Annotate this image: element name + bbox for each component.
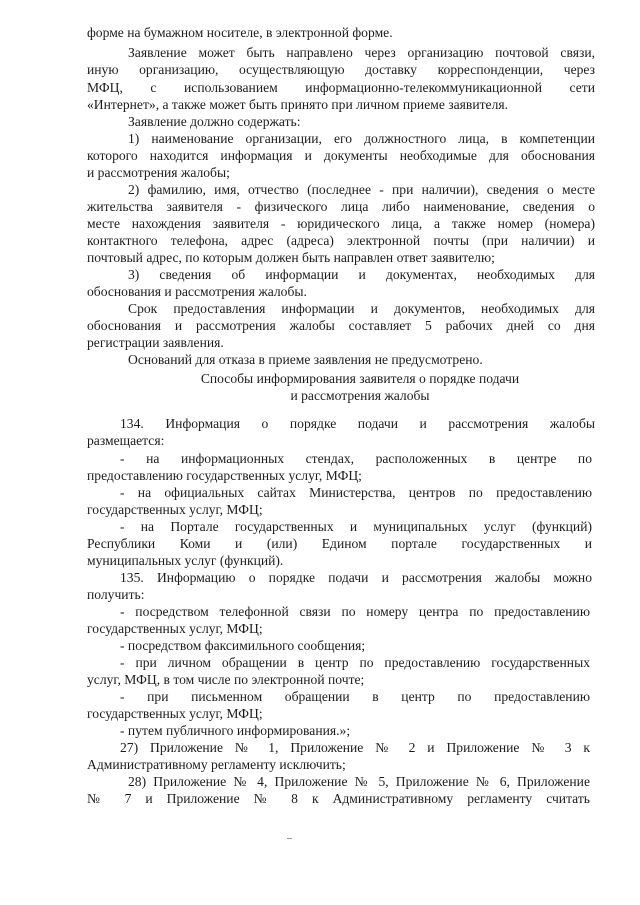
list-item: - на Портале государственных и муниципальных услуг (функций) — [120, 519, 592, 534]
text-line: которого находится информация и документы необходимые для обоснования — [87, 148, 595, 163]
text-line: регистрации заявления. — [87, 335, 224, 350]
list-item: - на информационных стендах, расположенных в центре по — [120, 451, 592, 466]
text-line: обоснования и рассмотрения жалобы. — [87, 284, 307, 299]
text-line: месте нахождения заявителя - юридического лица, а также номер (номера) — [87, 216, 595, 231]
text-line: 3) сведения об информации и документах, необходимых для — [128, 267, 595, 282]
text-line: Республики Коми и (или) Едином портале государственных и — [87, 536, 592, 551]
text-line: размещается: — [87, 433, 165, 448]
text-line: 28) Приложение № 4, Приложение № 5, Приложение № 6, Приложение — [128, 774, 590, 789]
text-line: жительства заявителя - физического лица либо наименование, сведения о — [87, 199, 595, 214]
text-line: получить: — [87, 587, 145, 602]
text-line: услуг, МФЦ, в том числе по электронной почте; — [87, 672, 365, 687]
text-line: МФЦ, с использованием информационно-телекоммуникационной сети — [87, 80, 595, 95]
text-line: Срок предоставления информации и документов, необходимых для — [128, 301, 595, 316]
text-line: 134. Информация о порядке подачи и рассмотрения жалобы — [120, 416, 595, 431]
text-line: муниципальных услуг (функций). — [87, 553, 284, 568]
text-line: 2) фамилию, имя, отчество (последнее - при наличии), сведения о месте — [128, 182, 595, 197]
list-item: - путем публичного информирования.»; — [120, 723, 351, 738]
text-line: 1) наименование организации, его должностного лица, в компетенции — [128, 131, 595, 146]
text-line: «Интернет», а также может быть принято при личном приеме заявителя. — [87, 97, 509, 112]
text-line: Заявление может быть направлено через организацию почтовой связи, — [128, 45, 595, 60]
section-heading: Способы информирования заявителя о порядке подачи — [200, 371, 520, 386]
section-heading: и рассмотрения жалобы — [290, 388, 430, 403]
text-line: государственных услуг, МФЦ; — [87, 621, 263, 636]
text-line: форме на бумажном носителе, в электронной форме. — [87, 25, 393, 40]
text-line: почтовый адрес, по которым должен быть направлен ответ заявителю; — [87, 250, 495, 265]
text-line: 135. Информацию о порядке подачи и рассмотрения жалобы можно — [120, 570, 592, 585]
list-item: - при письменном обращении в центр по предоставлению — [120, 689, 590, 704]
list-item: - на официальных сайтах Министерства, центров по предоставлению — [120, 485, 592, 500]
text-line: государственных услуг, МФЦ; — [87, 502, 263, 517]
list-item: - посредством факсимильного сообщения; — [120, 638, 366, 653]
text-line: иную организацию, осуществляющую доставку корреспонденции, через — [87, 62, 595, 77]
text-line: 27) Приложение № 1, Приложение № 2 и Приложение № 3 к — [120, 740, 590, 755]
text-line: государственных услуг, МФЦ; — [87, 706, 263, 721]
text-line: обоснования и рассмотрения жалобы составляет 5 рабочих дней со дня — [87, 318, 595, 333]
list-item: - посредством телефонной связи по номеру центра по предоставлению — [120, 604, 590, 619]
scan-speck — [287, 838, 292, 839]
text-line: № 7 и Приложение № 8 к Административному регламенту считать — [87, 791, 590, 806]
text-line: контактного телефона, адрес (адреса) электронной почты (при наличии) и — [87, 233, 595, 248]
text-line: предоставлению государственных услуг, МФЦ; — [87, 468, 362, 483]
text-line: и рассмотрения жалобы; — [87, 165, 230, 180]
list-item: - при личном обращении в центр по предоставлению государственных — [120, 655, 590, 670]
text-line: Заявление должно содержать: — [128, 114, 301, 129]
text-line: Административному регламенту исключить; — [87, 757, 346, 772]
text-line: Оснований для отказа в приеме заявления не предусмотрено. — [128, 352, 483, 367]
